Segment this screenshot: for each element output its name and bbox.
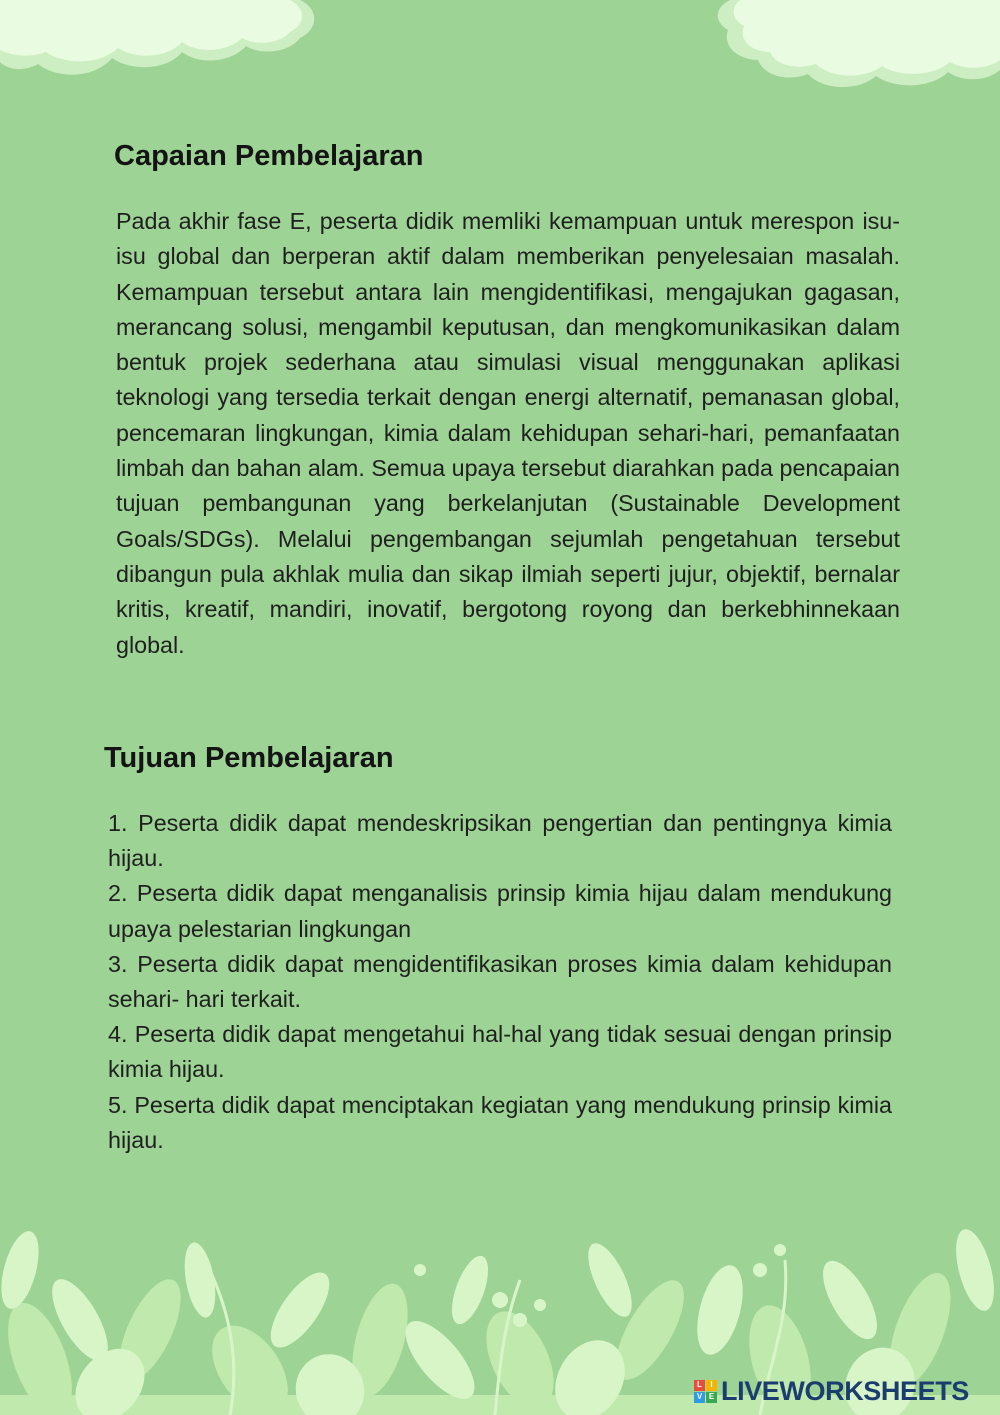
tujuan-title: Tujuan Pembelajaran bbox=[104, 742, 394, 774]
list-item: 3. Peserta didik dapat mengidentifikasikan proses kimia dalam kehidupan sehari- hari terkait. bbox=[108, 950, 892, 1013]
logo-tile-v: V bbox=[694, 1392, 705, 1403]
logo-tile-e: E bbox=[706, 1392, 717, 1403]
list-item: 1. Peserta didik dapat mendeskripsikan pengertian dan pentingnya kimia hijau. bbox=[108, 810, 892, 872]
capaian-paragraph: Pada akhir fase E, peserta didik memliki kemampuan untuk merespon isu- isu global dan berperan aktif dalam memberikan penyelesaian masalah. Kemampuan tersebut antara lain mengidentifikasi, mengajukan gagasan, merancang solusi, mengambil keputusan, dan mengkomunikasikan dalam bentuk projek sederhana atau simulasi visual menggunakan aplikasi teknologi yang tersedia terkait dengan energi alternatif, pemanasan global, pencemaran lingkungan, kimia dalam kehidupan sehari-hari, pemanfaatan limbah dan bahan alam. Semua upaya tersebut diarahkan pada pencapaian tujuan pembangunan yang berkelanjutan (Sustainable Development Goals/SDGs). Melalui pengembangan sejumlah pengetahuan tersebut dibangun pula akhlak mulia dan sikap ilmiah seperti jujur, objektif, bernalar kritis, kreatif, mandiri, inovatif, bergotong royong dan berkebhinnekaan global. bbox=[116, 208, 900, 658]
tujuan-list bbox=[108, 806, 892, 1158]
logo-tile-i: I bbox=[706, 1380, 717, 1391]
cloud-right-decoration bbox=[700, 0, 1000, 95]
list-item: 2. Peserta didik dapat menganalisis prinsip kimia hijau dalam mendukung upaya pelestarian lingkungan bbox=[108, 880, 892, 942]
liveworksheets-logo-icon bbox=[694, 1380, 717, 1403]
logo-tile-l: L bbox=[694, 1380, 705, 1391]
cloud-left-decoration bbox=[0, 0, 330, 95]
list-item: 4. Peserta didik dapat mengetahui hal-hal yang tidak sesuai dengan prinsip kimia hijau. bbox=[108, 1021, 892, 1083]
liveworksheets-wordmark: LIVEWORKSHEETS bbox=[721, 1375, 969, 1406]
capaian-title: Capaian Pembelajaran bbox=[114, 140, 424, 172]
list-item: 5. Peserta didik dapat menciptakan kegiatan yang mendukung prinsip kimia hijau. bbox=[108, 1091, 892, 1153]
liveworksheets-logo bbox=[694, 1375, 969, 1407]
